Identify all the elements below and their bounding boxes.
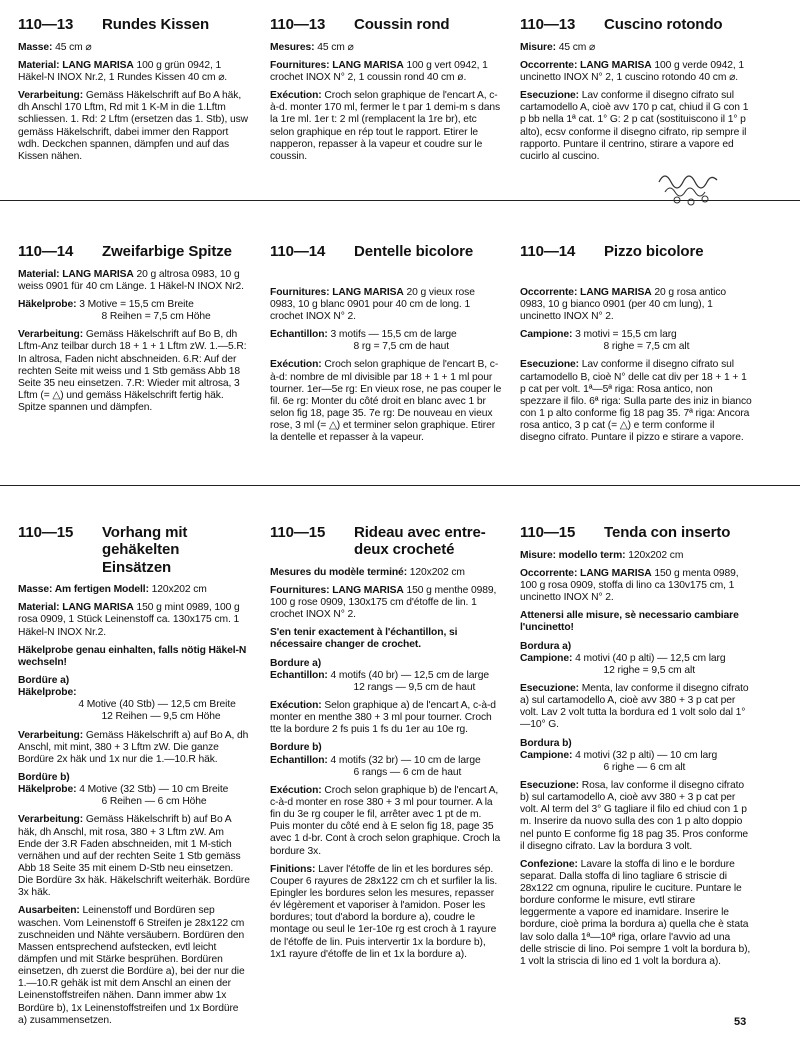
yarn-brand: LANG MARISA [62,59,134,71]
material-label: Fournitures: [270,59,330,71]
gauge-width: 4 motifs (32 br) — 10 cm de large [330,754,481,766]
gauge-height: 12 Reihen — 9,5 cm Höhe [101,711,221,723]
section-divider [0,200,800,201]
pattern-title: Cuscino rotondo [604,16,723,33]
pattern-title: Zweifarbige Spitze [102,243,232,260]
gauge-label: Häkelprobe: [18,298,77,310]
pattern-number: 110—14 [270,243,326,260]
work-text: Lav conforme il disegno cifrato sul cartamodello A, cioè avv 170 p cat, chiud il G con 1 p bb nella 1ª cat. 1° G: 2 p cat (sostituiscono il 1° p alto), ecsv conforme il disegno cifrato, rip sempre il rapporto. Puntare il centrino, stirare a vapore ed cucirlo al cuscino. [520,90,749,162]
work-text: Menta, lav conforme il disegno cifrato a) sul cartamodello A, cioè avv 380 + 3 p cat per volt. Lav 2 volt tutta la bordura ed 1 volt solo dal 1°—10° G. [520,682,749,731]
work-text: Croch selon graphique b) de l'encart A, c-à-d monter en rose 380 + 3 ml pour tourner. A la fin du 3e rg couper le fil, arrêter avec 1 pt de m. Puis monter du côté end à E selon fig 18, page 35 avec 1 d-br. Cont à croch selon graphique. Croch la bordure 3x. [270,784,501,857]
size-label: Masse: Am fertigen Modell: [18,584,149,596]
crochet-doodle-icon [655,162,723,212]
gauge-height: 8 righe = 7,5 cm alt [603,341,690,353]
section-110-15-fr [270,524,502,967]
pattern-title: Vorhang mit gehäkelten Einsätzen [102,524,188,576]
pattern-title: Tenda con inserto [604,524,731,541]
gauge-width: 3 motivi = 15,5 cm larg [575,329,677,341]
work-label: Esecuzione: [520,90,579,102]
yarn-brand: LANG MARISA [332,286,404,298]
border-a-heading: Bordüre a) [18,675,70,687]
gauge-height: 6 Reihen — 6 cm Höhe [101,796,207,808]
pattern-number: 110—15 [270,524,326,541]
work-label: Esecuzione: [520,359,579,371]
size-label: Masse: [18,41,53,53]
pattern-number: 110—13 [520,16,576,33]
yarn-brand: LANG MARISA [580,286,652,298]
yarn-brand: LANG MARISA [580,567,652,579]
pattern-number: 110—15 [18,524,74,541]
section-110-15-de [18,524,250,1033]
finishing-label: Ausarbeiten: [18,905,80,917]
work-text: Selon graphique a) de l'encart A, c-à-d monter en menthe 380 + 3 ml pour tourner. Croch tte la bordure 2 fs puis 1 fs du 1er au 10e rg. [270,700,496,736]
gauge-label: Häkelprobe: [18,784,77,796]
work-text: Gemäss Häkelschrift b) auf Bo A häk, dh Anschl, mit rosa, 380 + 3 Lftm zW. Am Ende der 3.R Faden abschneiden, mit 1 M-stich vernähen und auf der rechten Seite 1 Stb gemäss Abb 18 Seite 35 mit einem D-Stb neu einsetzen. Die Bordüre 3x häk. Häkelschrift weiterhäk. Bordüre 3x häk. [18,814,250,899]
gauge-width: 4 Motive (40 Stb) — 12,5 cm Breite [78,699,236,711]
gauge-note: S'en tenir exactement à l'échantillon, si nécessaire changer de crochet. [270,627,458,651]
size-label: Misure: [520,41,556,53]
work-label: Exécution: [270,700,322,712]
work-text: Gemäss Häkelschrift auf Bo B, dh Lftm-Anz teilbar durch 18 + 1 + 1 Lftm zW. 1.—5.R: In altrosa, Faden nicht abschneiden. 6.R: Auf der rechten Seite mit weiss und 1 Stb gemäss Abb 18 Seite 35 neu einsetzen. 7.R: Wieder mit altrosa, 3 Lftm (= △) und gemäss Häkelschrift fertig häk. Spitze spannen und dämpfen. [18,329,247,414]
material-label: Material: [18,268,60,280]
page-number: 53 [734,1016,747,1028]
work-label: Verarbeitung: [18,814,84,826]
work-label: Esecuzione: [520,779,579,791]
work-text: Rosa, lav conforme il disegno cifrato b) sul cartamodello A, cioè avv 380 + 3 p cat per volt. Al term del 3° G tagliare il filo ed chiud con 1 p m. Inserire da nuovo sulla des con 1 p alto doppio nel punto E conforme fig 18 pag 35. Pros conforme il disegno cifrato. Lav la bordura 3 volt. [520,779,749,852]
yarn-brand: LANG MARISA [580,59,652,71]
pattern-title: Rideau avec entre-deux crocheté [354,524,486,559]
gauge-height: 6 rangs — 6 cm de haut [353,766,462,778]
finishing-text: Laver l'étoffe de lin et les bordures sép. Couper 6 rayures de 28x122 cm ch et surfiler la lis. Epingler les bordures selon les mesures, repasser év légèrement et vaporiser à l'amidon. Poser les bordures; tout d'abord la bordure a), coudre le montage ou seul le 1er-10e rg est croch à 1 rayure de l'étoffe de lin. Puis intervertir 1x la bordure b), 1x1 rayure d'étoffe de lin et 1x la bordure a). [270,863,498,960]
work-label: Exécution: [270,784,322,796]
yarn-brand: LANG MARISA [62,268,134,280]
material-text: 150 g menthe 0989, 100 g rose 0909, 130x175 cm d'étoffe de lin. 1 crochet INOX N° 2. [270,584,497,621]
work-label: Exécution: [270,90,322,102]
work-label: Esecuzione: [520,682,579,694]
border-a-heading: Bordura a) [520,640,572,652]
material-text: 150 g menta 0989, 100 g rosa 0909, stoffa di lino ca 130v175 cm, 1 uncinetto INOX N° 2. [520,567,739,604]
pattern-title: Pizzo bicolore [604,243,704,260]
gauge-width: 3 motifs — 15,5 cm de large [330,329,457,341]
size-value: 45 cm ⌀ [55,41,92,53]
work-text: Croch selon graphique de l'encart A, c-à-d. monter 170 ml, fermer le t par 1 demi-m s dans la 1re ml. 1er t: 2 ml (remplacent la 1re br), etc selon graphique en rép tout le rapport. Etirer le napperon, repasser à la vapeur et coudre sur le coussin. [270,90,501,162]
gauge-label: Campione: [520,749,573,761]
gauge-height: 12 righe = 9,5 cm alt [603,664,695,676]
work-text: Gemäss Häkelschrift auf Bo A häk, dh Anschl 170 Lftm, Rd mit 1 K-M in die 1.Lftm schliessen. 1. Rd: 2 Lftm (ersetzen das 1. Stb), usw gemäss Häkelschrift, dabei immer den Rapport wdh. Deckchen spannen, dämpfen und auf das Kissen nähen. [18,90,249,162]
finishing-label: Confezione: [520,858,578,870]
gauge-width: 4 motifs (40 br) — 12,5 cm de large [330,669,489,681]
material-text: 100 g grün 0942, 1 Häkel-N INOX Nr.2, 1 Rundes Kissen 40 cm ⌀. [18,59,228,83]
section-110-13-it [520,16,752,169]
gauge-height: 6 righe — 6 cm alt [603,761,686,773]
material-label: Fournitures: [270,584,330,596]
gauge-note: Häkelprobe genau einhalten, falls nötig Häkel-N wechseln! [18,644,247,668]
gauge-label: Häkelprobe: [18,687,77,699]
material-label: Fournitures: [270,286,330,298]
work-text: Croch selon graphique de l'encart B, c-à-d: nombre de ml divisible par 18 + 1 + 1 ml pour tourner. 1er—5e rg: En vieux rose, ne pas couper le fil. 6e rg: Monter du côté droit en blanc avec 1 br selon fig 18, page 35. 7e rg: De nouveau en vieux rose, 3 ml (= △) et terminer selon graphique. Etirer la dentelle et repasser à la vapeur. [270,359,502,444]
material-text: 100 g vert 0942, 1 crochet INOX N° 2, 1 coussin rond 40 cm ø. [270,59,488,83]
gauge-height: 8 Reihen = 7,5 cm Höhe [101,311,211,323]
material-label: Occorrente: [520,567,578,579]
pattern-title: Rundes Kissen [102,16,210,33]
work-text: Gemäss Häkelschrift a) auf Bo A, dh Anschl, mit mint, 380 + 3 Lftm zW. Die ganze Bordüre 2x häk und 1x nur die 1.—10.R häk. [18,729,249,765]
size-value: 120x202 cm [151,584,207,596]
material-text: 20 g rosa antico 0983, 10 g bianco 0901 (per 40 cm lung), 1 uncinetto INOX N° 2. [520,286,727,322]
gauge-width: 3 Motive = 15,5 cm Breite [79,298,194,310]
section-110-14-fr [270,243,502,450]
gauge-label: Campione: [520,652,573,664]
finishing-text: Leinenstoff und Bordüren sep waschen. Vom Leinenstoff 6 Streifen je 28x122 cm zuschneiden und Nähte versäubern. Bordüren den Massen entsprechend aufstecken, evtl leicht dämpfen und mit Stärke besprühen. Bordüren einsetzen, dh zuerst die Bordüre a), bei der nur die 1.—10.R gehäk ist mit dem Anschl an einen der Leinenstoffstreifen nähen. Dann immer abw 1x Bordüre b), 1x Leinenstoffstreifen und 1x Bordüre a) zusammensetzen. [18,905,245,1026]
work-label: Exécution: [270,359,322,371]
border-b-heading: Bordura b) [520,737,572,749]
yarn-brand: LANG MARISA [332,584,404,596]
work-text: Lav conforme il disegno cifrato sul cartamodello B, cioè N° delle cat div per 18 + 1 + 1 p cat per volt. 1ª—5ª riga: Rosa antico, non spezzare il filo. 6ª riga: Sulla parte des iniz in bianco con 1 p alto conforme fig 18 pag 35. 7ª riga: Ancora rosa antico, 3 p cat (= △) e term conforme il disegno cifrato. Puntare il pizzo e stirare a vapore. [520,359,752,444]
section-110-13-fr [270,16,502,169]
gauge-note: Attenersi alle misure, sè necessario cambiare l'uncinetto! [520,610,739,634]
material-text: 150 g mint 0989, 100 g rosa 0909, 1 Stück Leinenstoff ca. 130x175 cm. 1 Häkel-N INOX Nr.2. [18,602,240,638]
section-110-14-de [18,243,250,420]
size-label: Mesures: [270,41,315,53]
size-label: Misure: modello term: [520,549,626,561]
gauge-height: 12 rangs — 9,5 cm de haut [353,681,476,693]
border-b-heading: Bordure b) [270,742,322,754]
work-label: Verarbeitung: [18,90,84,102]
gauge-height: 8 rg = 7,5 cm de haut [353,341,450,353]
material-label: Material: [18,602,60,614]
border-a-heading: Bordure a) [270,657,322,669]
pattern-number: 110—14 [18,243,74,260]
pattern-number: 110—13 [18,16,74,33]
size-value: 45 cm ⌀ [558,41,596,53]
finishing-text: Lavare la stoffa di lino e le bordure separat. Dalla stoffa di lino tagliare 6 striscie di 28x122 cm ognuna, ripulire le cuciture. Puntare le bordure conforme le misure, evtl stirare leggermente a vapore ed inamidare. Inserire le bordure, cioè prima la bordura a) quella che è stata lav solo dalla 1ª—10ª riga, orlare l'avvio ad una delle striscie di lino. Poi sempre 1 volt la bordura b), 1 volt la striscia di lino ed 1 volt la bordura a). [520,858,751,967]
pattern-title: Coussin rond [354,16,450,33]
section-110-13-de [18,16,250,169]
section-110-15-it [520,524,752,974]
section-110-14-it [520,243,752,450]
border-b-heading: Bordüre b) [18,772,70,783]
pattern-title: Dentelle bicolore [354,243,474,260]
gauge-label: Echantillon: [270,669,328,681]
pattern-number: 110—14 [520,243,576,260]
size-label: Mesures du modèle terminé: [270,566,408,578]
work-label: Verarbeitung: [18,729,84,741]
size-value: 120x202 cm [409,566,465,578]
material-text: 100 g verde 0942, 1 uncinetto INOX N° 2, 1 cuscino rotondo 40 cm ⌀. [520,59,745,83]
gauge-width: 4 motivi (40 p alti) — 12,5 cm larg [575,652,726,664]
gauge-label: Campione: [520,329,573,341]
yarn-brand: LANG MARISA [332,59,404,71]
gauge-label: Echantillon: [270,329,328,341]
work-label: Verarbeitung: [18,329,84,341]
gauge-width: 4 Motive (32 Stb) — 10 cm Breite [79,784,229,796]
pattern-number: 110—15 [520,524,576,541]
finishing-label: Finitions: [270,863,316,875]
material-label: Material: [18,59,60,71]
gauge-label: Echantillon: [270,754,328,766]
yarn-brand: LANG MARISA [62,602,134,614]
material-text: 20 g altrosa 0983, 10 g weiss 0901 für 40 cm Länge. 1 Häkel-N INOX Nr2. [18,268,244,292]
section-divider [0,485,800,486]
size-value: 45 cm ⌀ [317,41,354,53]
material-label: Occorrente: [520,286,578,298]
material-label: Occorrente: [520,59,578,71]
size-value: 120x202 cm [628,549,684,561]
gauge-width: 4 motivi (32 p alti) — 10 cm larg [575,749,718,761]
material-text: 20 g vieux rose 0983, 10 g blanc 0901 pour 40 cm de long. 1 crochet INOX N° 2. [270,286,475,322]
pattern-number: 110—13 [270,16,326,33]
